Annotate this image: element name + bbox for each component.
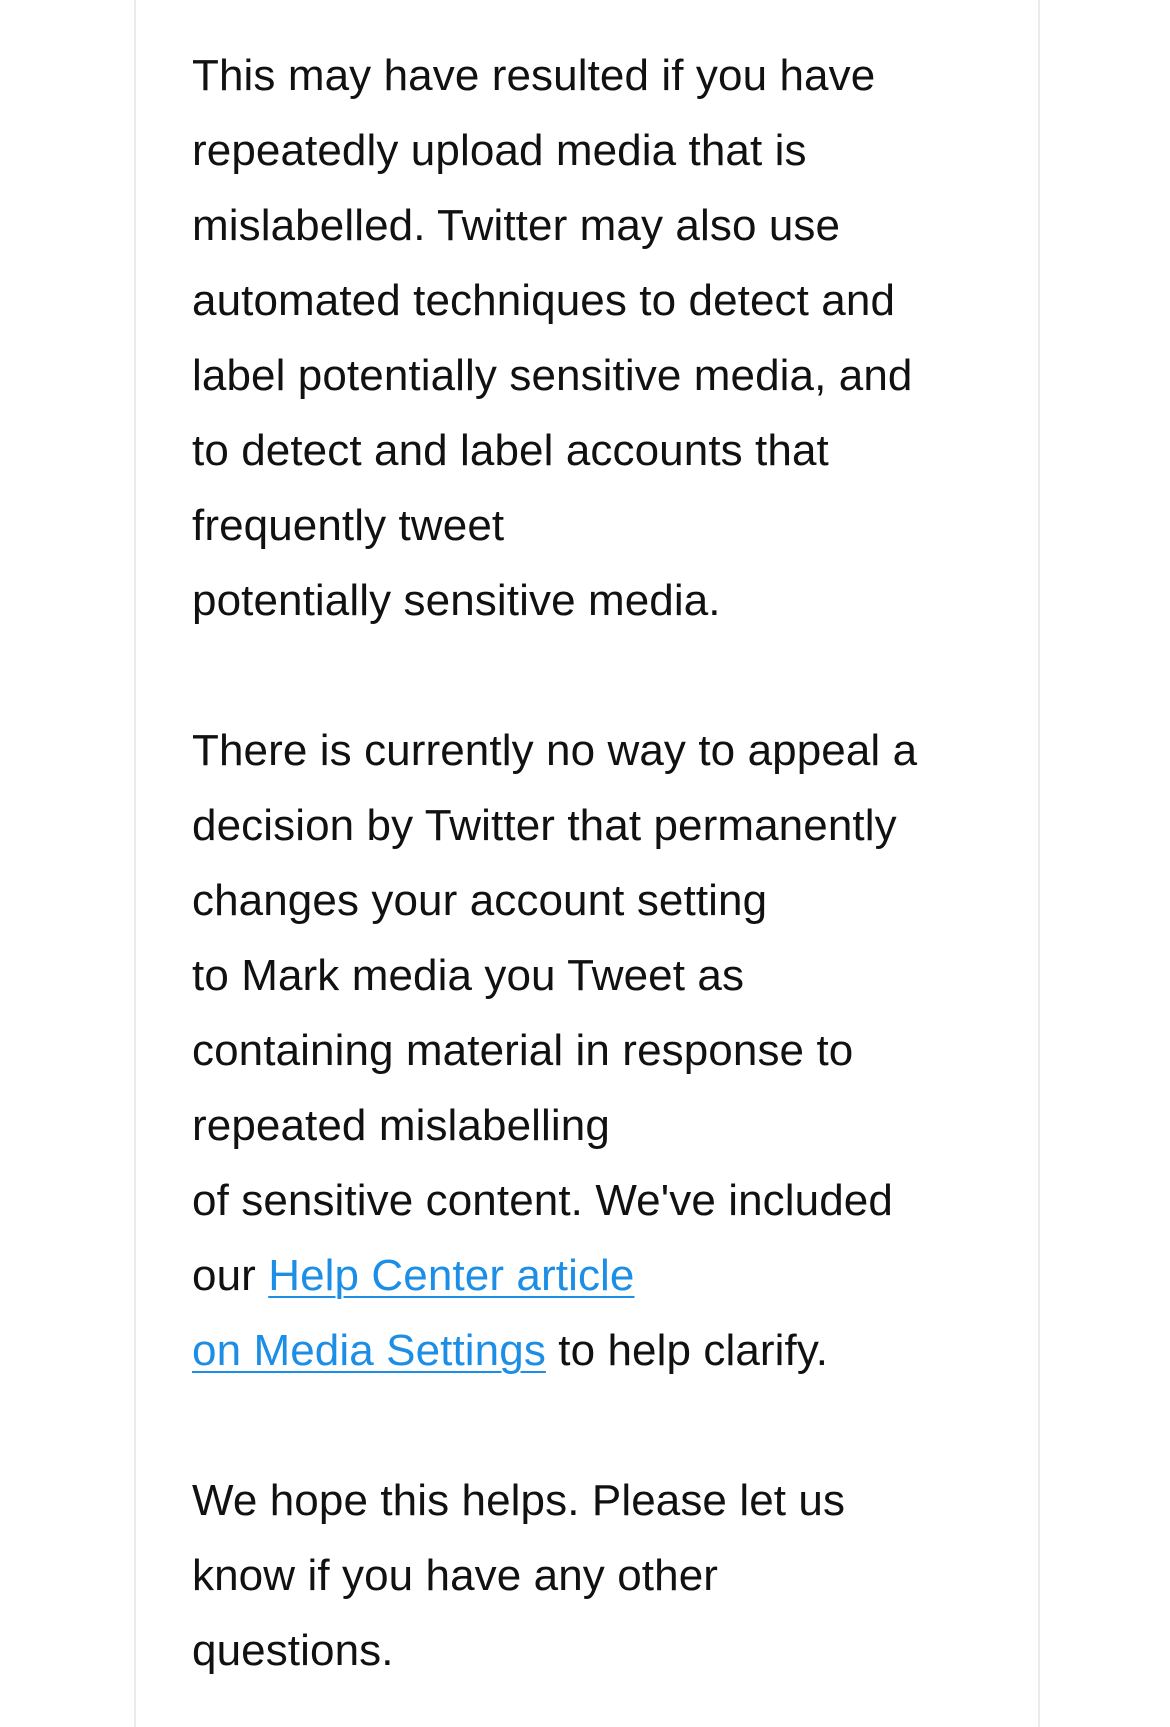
paragraph-1 — [192, 38, 992, 638]
help-center-article-link[interactable]: Help Center article — [268, 1251, 635, 1300]
text-line-with-link — [192, 1238, 992, 1313]
text-line: label potentially sensitive media, and — [192, 351, 913, 400]
text-line: of sensitive content. We've included — [192, 1176, 893, 1225]
media-settings-link[interactable]: on Media Settings — [192, 1326, 546, 1375]
paragraph-spacer — [192, 638, 992, 713]
text-line: know if you have any other — [192, 1551, 719, 1600]
text-line: to Mark media you Tweet as — [192, 951, 745, 1000]
text-line: potentially sensitive media. — [192, 576, 721, 625]
text-line: containing material in response to — [192, 1026, 854, 1075]
text-line: questions. — [192, 1626, 394, 1675]
text-line: automated techniques to detect and — [192, 276, 896, 325]
text-line-with-link — [192, 1313, 992, 1388]
email-card — [134, 0, 1040, 1727]
link-suffix-text: to help clarify. — [545, 1326, 829, 1375]
text-line: There is currently no way to appeal a — [192, 726, 918, 775]
paragraph-3 — [192, 1463, 992, 1688]
paragraph-2 — [192, 713, 992, 1388]
text-line: repeatedly upload media that is — [192, 126, 807, 175]
paragraph-spacer — [192, 1388, 992, 1463]
text-line: frequently tweet — [192, 501, 505, 550]
text-line: to detect and label accounts that — [192, 426, 829, 475]
text-line: This may have resulted if you have — [192, 51, 876, 100]
link-prefix-text: our — [192, 1251, 269, 1300]
text-line: mislabelled. Twitter may also use — [192, 201, 841, 250]
text-line: changes your account setting — [192, 876, 768, 925]
email-body — [192, 38, 992, 1688]
text-line: We hope this helps. Please let us — [192, 1476, 846, 1525]
text-line: repeated mislabelling — [192, 1101, 610, 1150]
text-line: decision by Twitter that permanently — [192, 801, 897, 850]
